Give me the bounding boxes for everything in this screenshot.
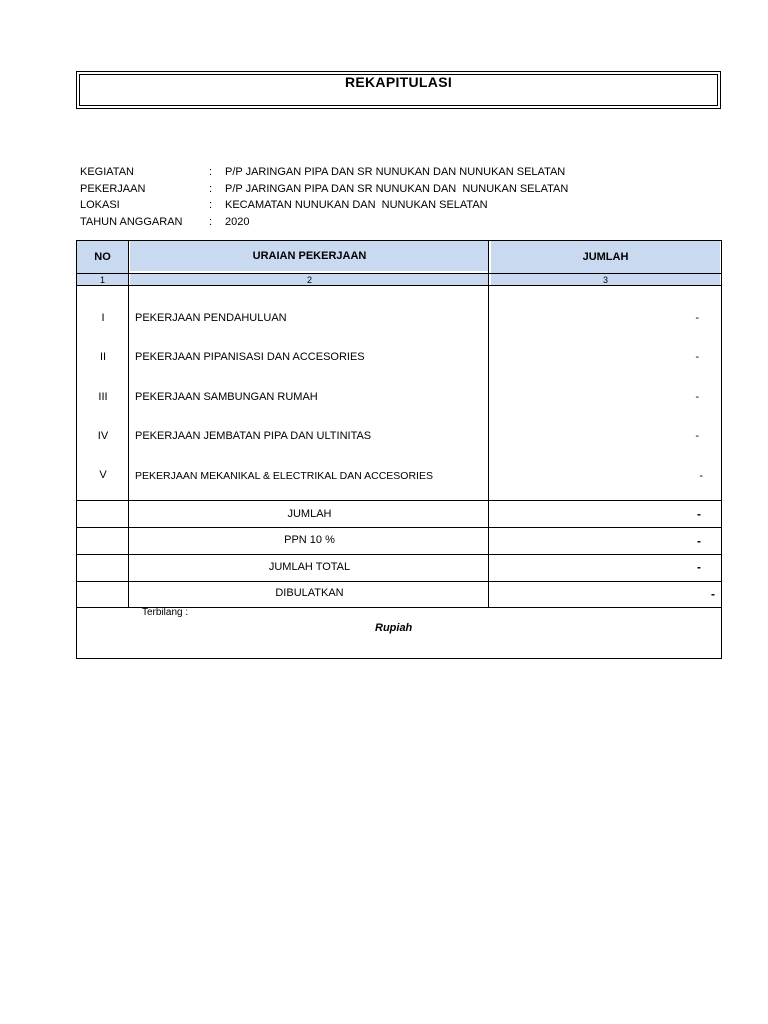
- item-value: -: [695, 391, 699, 403]
- item-desc: PEKERJAAN PIPANISASI DAN ACCESORIES: [135, 351, 365, 363]
- item-desc: PEKERJAAN PENDAHULUAN: [135, 312, 287, 324]
- info-block: [80, 164, 568, 230]
- item-desc: PEKERJAAN MEKANIKAL & ELECTRIKAL DAN ACCESORIES: [135, 470, 433, 482]
- page-title: REKAPITULASI: [344, 74, 453, 90]
- item-desc: PEKERJAAN SAMBUNGAN RUMAH: [135, 391, 318, 403]
- info-value: P/P JARINGAN PIPA DAN SR NUNUKAN DAN NUNUKAN SELATAN: [225, 166, 566, 179]
- item-no: II: [99, 351, 107, 363]
- summary-label: PPN 10 %: [284, 534, 335, 546]
- info-row-tahun-anggaran: [80, 214, 568, 231]
- subheader-no: 1: [77, 274, 128, 285]
- info-row-kegiatan: [80, 164, 568, 181]
- item-no: IV: [97, 430, 109, 442]
- title-box: [76, 71, 721, 109]
- grid-line: [77, 581, 721, 582]
- info-row-lokasi: [80, 197, 568, 214]
- grid-line: [488, 241, 489, 607]
- subheader-uraian: 2: [130, 274, 489, 285]
- info-colon: :: [209, 215, 213, 228]
- terbilang-label: Terbilang :: [142, 607, 189, 618]
- info-label: PEKERJAAN: [80, 182, 146, 195]
- subheader-jumlah: 3: [491, 274, 720, 285]
- item-value: -: [695, 430, 699, 442]
- grid-line: [77, 554, 721, 555]
- info-value: KECAMATAN NUNUKAN DAN NUNUKAN SELATAN: [225, 199, 488, 212]
- item-desc: PEKERJAAN JEMBATAN PIPA DAN ULTINITAS: [135, 430, 372, 442]
- info-label: LOKASI: [80, 199, 120, 212]
- info-value: 2020: [225, 215, 250, 228]
- item-value: -: [695, 312, 699, 324]
- header-uraian: URAIAN PEKERJAAN: [130, 241, 489, 271]
- header-jumlah: JUMLAH: [491, 241, 720, 273]
- grid-line: [77, 273, 721, 274]
- rekap-table: [76, 240, 722, 659]
- info-colon: :: [209, 199, 213, 212]
- info-colon: :: [209, 166, 213, 179]
- summary-value: -: [697, 560, 701, 574]
- grid-line: [77, 527, 721, 528]
- item-value: -: [699, 470, 703, 482]
- info-label: TAHUN ANGGARAN: [80, 215, 183, 228]
- grid-line: [77, 285, 721, 286]
- info-row-pekerjaan: [80, 181, 568, 198]
- header-no: NO: [77, 241, 128, 273]
- summary-value: -: [697, 534, 701, 548]
- item-value: -: [695, 351, 699, 363]
- grid-line: [77, 500, 721, 501]
- info-colon: :: [209, 182, 213, 195]
- summary-label: JUMLAH TOTAL: [268, 561, 351, 573]
- info-label: KEGIATAN: [80, 166, 134, 179]
- summary-value: -: [697, 507, 701, 521]
- summary-label: DIBULATKAN: [275, 587, 344, 599]
- item-no: I: [101, 312, 105, 324]
- rupiah-label: Rupiah: [375, 622, 413, 634]
- grid-line: [128, 241, 129, 607]
- item-no: V: [99, 469, 107, 481]
- info-value: P/P JARINGAN PIPA DAN SR NUNUKAN DAN NUNUKAN SELATAN: [225, 182, 569, 195]
- item-no: III: [98, 391, 108, 403]
- summary-value: -: [711, 587, 715, 601]
- summary-label: JUMLAH: [287, 508, 332, 520]
